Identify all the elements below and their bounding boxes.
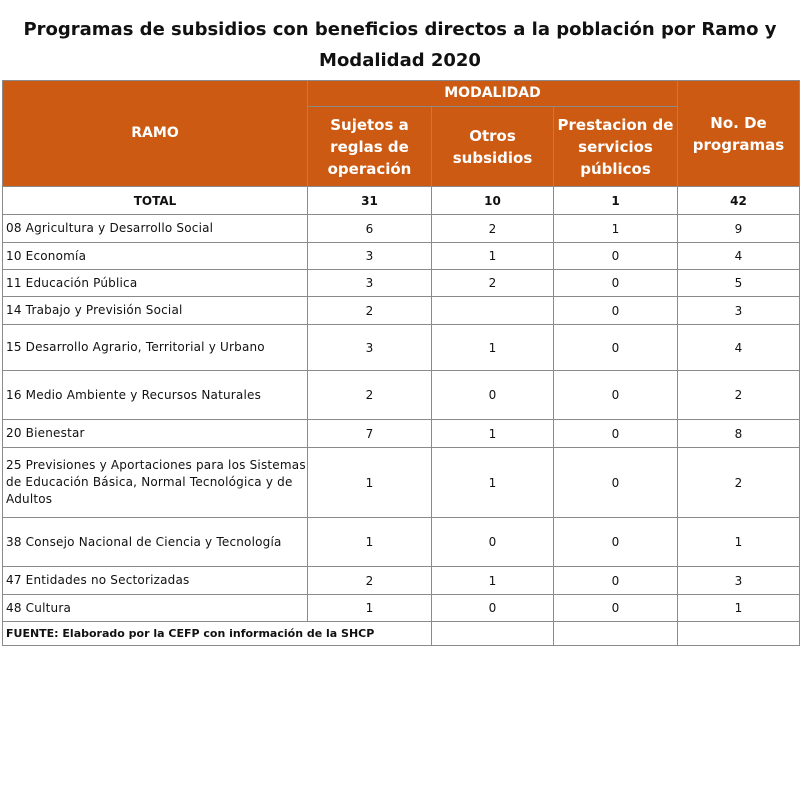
sujetos-cell: 3 <box>308 325 432 371</box>
programas-cell: 8 <box>678 420 800 448</box>
header-prestacion <box>554 107 678 187</box>
sujetos-cell: 3 <box>308 243 432 270</box>
otros-cell <box>432 297 554 325</box>
prestacion-cell: 0 <box>554 270 678 297</box>
table-row <box>3 243 800 270</box>
otros-cell: 0 <box>432 595 554 622</box>
table-row <box>3 448 800 518</box>
prestacion-cell: 0 <box>554 297 678 325</box>
subsidies-table <box>2 80 800 646</box>
header-ramo: RAMO <box>3 81 308 187</box>
prestacion-cell: 0 <box>554 448 678 518</box>
total-prestacion: 1 <box>554 187 678 215</box>
table-row <box>3 297 800 325</box>
source-empty-cell <box>554 622 678 646</box>
ramo-cell: 48 Cultura <box>3 595 308 622</box>
source-empty-cell <box>432 622 554 646</box>
prestacion-cell: 1 <box>554 215 678 243</box>
otros-cell: 1 <box>432 448 554 518</box>
total-row <box>3 187 800 215</box>
sujetos-cell: 1 <box>308 518 432 567</box>
header-otros-line-1: Otros <box>469 126 516 145</box>
otros-cell: 1 <box>432 243 554 270</box>
ramo-cell: 08 Agricultura y Desarrollo Social <box>3 215 308 243</box>
sujetos-cell: 1 <box>308 448 432 518</box>
table-row <box>3 371 800 420</box>
header-row-1 <box>3 81 800 107</box>
header-prestacion-line-2: servicios <box>578 137 653 156</box>
header-prestacion-line-3: públicos <box>580 159 651 178</box>
source-row <box>3 622 800 646</box>
header-prestacion-line-1: Prestacion de <box>557 115 674 134</box>
source-note: FUENTE: Elaborado por la CEFP con información de la SHCP <box>3 622 432 646</box>
title-line-2: Modalidad 2020 <box>319 50 481 71</box>
sujetos-cell: 2 <box>308 297 432 325</box>
prestacion-cell: 0 <box>554 371 678 420</box>
header-programas <box>678 81 800 187</box>
programas-cell: 2 <box>678 371 800 420</box>
ramo-cell: 15 Desarrollo Agrario, Territorial y Urbano <box>3 325 308 371</box>
ramo-cell: 10 Economía <box>3 243 308 270</box>
ramo-cell: 20 Bienestar <box>3 420 308 448</box>
ramo-cell: 25 Previsiones y Aportaciones para los Sistemas de Educación Básica, Normal Tecnológica y de Adultos <box>3 448 308 518</box>
header-otros <box>432 107 554 187</box>
ramo-cell: 14 Trabajo y Previsión Social <box>3 297 308 325</box>
prestacion-cell: 0 <box>554 595 678 622</box>
programas-cell: 3 <box>678 567 800 595</box>
table-row <box>3 595 800 622</box>
otros-cell: 1 <box>432 567 554 595</box>
programas-cell: 1 <box>678 518 800 567</box>
total-programas: 42 <box>678 187 800 215</box>
prestacion-cell: 0 <box>554 420 678 448</box>
table-row <box>3 270 800 297</box>
ramo-cell: 16 Medio Ambiente y Recursos Naturales <box>3 371 308 420</box>
title-line-1: Programas de subsidios con beneficios directos a la población por Ramo y <box>23 19 777 40</box>
programas-cell: 1 <box>678 595 800 622</box>
table-row <box>3 420 800 448</box>
sujetos-cell: 2 <box>308 371 432 420</box>
otros-cell: 1 <box>432 420 554 448</box>
sujetos-cell: 7 <box>308 420 432 448</box>
prestacion-cell: 0 <box>554 518 678 567</box>
programas-cell: 5 <box>678 270 800 297</box>
otros-cell: 2 <box>432 270 554 297</box>
sujetos-cell: 3 <box>308 270 432 297</box>
otros-cell: 0 <box>432 371 554 420</box>
prestacion-cell: 0 <box>554 325 678 371</box>
prestacion-cell: 0 <box>554 243 678 270</box>
sujetos-cell: 1 <box>308 595 432 622</box>
sujetos-cell: 6 <box>308 215 432 243</box>
programas-cell: 2 <box>678 448 800 518</box>
header-sujetos-line-2: reglas de <box>330 137 409 156</box>
header-sujetos-line-1: Sujetos a <box>330 115 409 134</box>
table-title <box>0 14 800 76</box>
header-programas-line-2: programas <box>692 135 785 154</box>
total-sujetos: 31 <box>308 187 432 215</box>
header-sujetos <box>308 107 432 187</box>
otros-cell: 2 <box>432 215 554 243</box>
header-programas-line-1: No. De <box>710 113 767 132</box>
table-row <box>3 518 800 567</box>
programas-cell: 4 <box>678 325 800 371</box>
ramo-cell: 47 Entidades no Sectorizadas <box>3 567 308 595</box>
table-row <box>3 215 800 243</box>
prestacion-cell: 0 <box>554 567 678 595</box>
header-otros-line-2: subsidios <box>452 148 533 167</box>
otros-cell: 1 <box>432 325 554 371</box>
otros-cell: 0 <box>432 518 554 567</box>
programas-cell: 9 <box>678 215 800 243</box>
header-modalidad: MODALIDAD <box>308 81 678 107</box>
programas-cell: 3 <box>678 297 800 325</box>
sujetos-cell: 2 <box>308 567 432 595</box>
header-sujetos-line-3: operación <box>327 159 412 178</box>
source-empty-cell <box>678 622 800 646</box>
table-row <box>3 567 800 595</box>
ramo-cell: 11 Educación Pública <box>3 270 308 297</box>
ramo-cell: 38 Consejo Nacional de Ciencia y Tecnología <box>3 518 308 567</box>
table-row <box>3 325 800 371</box>
total-otros: 10 <box>432 187 554 215</box>
total-label: TOTAL <box>3 187 308 215</box>
programas-cell: 4 <box>678 243 800 270</box>
